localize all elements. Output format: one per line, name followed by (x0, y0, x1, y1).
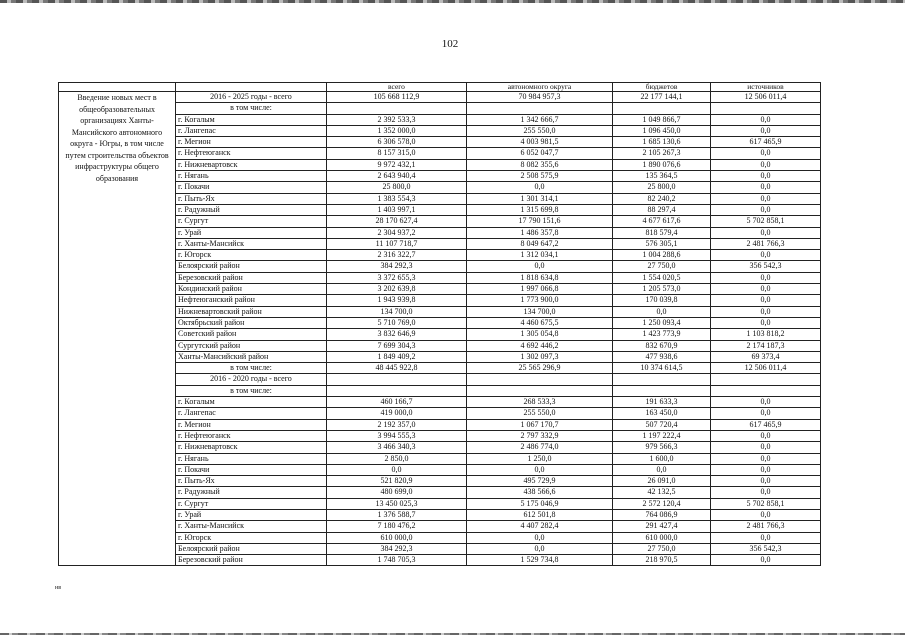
value-okrug: 0,0 (467, 543, 613, 554)
value-total: 480 699,0 (327, 487, 467, 498)
table-row (59, 238, 821, 249)
table-row (59, 272, 821, 283)
row-label: 2016 - 2025 годы - всего (176, 92, 327, 103)
table-row (59, 397, 821, 408)
measure-description: Введение новых мест в общеобразовательных организациях Ханты-Мансийского автономного округа - Югры, в том числе путем строительства объектов инфраструктуры общего образования (59, 92, 176, 194)
row-label: г. Покачи (176, 182, 327, 193)
table-row (59, 284, 821, 295)
measure-description-cont (59, 340, 176, 351)
measure-description-cont (59, 250, 176, 261)
value-okrug: 134 700,0 (467, 306, 613, 317)
value-budget: 88 297,4 (613, 204, 711, 215)
row-label: Кондинский район (176, 284, 327, 295)
value-total: 2 192 357,0 (327, 419, 467, 430)
value-okrug (467, 103, 613, 114)
row-label: г. Нижневартовск (176, 442, 327, 453)
table-row (59, 543, 821, 554)
value-budget: 764 086,9 (613, 509, 711, 520)
row-label: г. Сургут (176, 498, 327, 509)
value-sources: 617 465,9 (711, 419, 821, 430)
measure-description-cont (59, 193, 176, 204)
value-budget: 1 600,0 (613, 453, 711, 464)
row-label: г. Мегион (176, 137, 327, 148)
value-total: 48 445 922,8 (327, 363, 467, 374)
header-empty-cell (176, 83, 327, 92)
value-okrug: 4 407 282,4 (467, 521, 613, 532)
value-sources: 0,0 (711, 306, 821, 317)
row-label: г. Лангепас (176, 408, 327, 419)
table-row (59, 363, 821, 374)
value-budget: 82 240,2 (613, 193, 711, 204)
value-sources (711, 103, 821, 114)
value-total: 7 180 476,2 (327, 521, 467, 532)
value-budget: 1 685 130,6 (613, 137, 711, 148)
table-row (59, 419, 821, 430)
value-okrug: 1 250,0 (467, 453, 613, 464)
value-sources: 12 506 011,4 (711, 92, 821, 103)
value-budget: 26 091,0 (613, 476, 711, 487)
row-label: г. Нягань (176, 453, 327, 464)
value-sources: 0,0 (711, 272, 821, 283)
table-row (59, 453, 821, 464)
value-sources: 0,0 (711, 430, 821, 441)
row-label: Сургутский район (176, 340, 327, 351)
value-sources: 0,0 (711, 193, 821, 204)
measure-description-cont (59, 419, 176, 430)
table-row (59, 216, 821, 227)
measure-description-cont (59, 555, 176, 566)
measure-description-cont (59, 543, 176, 554)
value-sources: 0,0 (711, 284, 821, 295)
value-sources: 0,0 (711, 148, 821, 159)
table-row (59, 408, 821, 419)
value-sources: 0,0 (711, 204, 821, 215)
value-sources: 0,0 (711, 476, 821, 487)
value-sources (711, 374, 821, 385)
row-label: г. Югорск (176, 532, 327, 543)
value-total: 2 850,0 (327, 453, 467, 464)
measure-description-cont (59, 509, 176, 520)
measure-description-cont (59, 227, 176, 238)
value-okrug: 1 301 314,1 (467, 193, 613, 204)
value-total: 3 832 646,9 (327, 329, 467, 340)
row-label: в том числе: (176, 103, 327, 114)
table-row (59, 532, 821, 543)
header-budget: бюджетов (613, 83, 711, 92)
value-okrug: 1 997 066,8 (467, 284, 613, 295)
value-okrug (467, 385, 613, 396)
table-row (59, 555, 821, 566)
value-budget: 2 105 267,3 (613, 148, 711, 159)
value-budget: 4 677 617,6 (613, 216, 711, 227)
scan-top-edge (0, 0, 905, 3)
value-okrug: 1 067 170,7 (467, 419, 613, 430)
value-budget: 27 750,0 (613, 261, 711, 272)
value-sources: 0,0 (711, 442, 821, 453)
row-label: в том числе: (176, 385, 327, 396)
table-row (59, 498, 821, 509)
value-okrug: 0,0 (467, 261, 613, 272)
header-okrug: автономного округа (467, 83, 613, 92)
value-sources: 2 481 766,3 (711, 238, 821, 249)
value-budget: 832 670,9 (613, 340, 711, 351)
value-budget (613, 385, 711, 396)
value-okrug: 1 312 034,1 (467, 250, 613, 261)
value-sources: 5 702 858,1 (711, 216, 821, 227)
value-budget: 477 938,6 (613, 351, 711, 362)
table-row (59, 430, 821, 441)
value-total: 1 383 554,3 (327, 193, 467, 204)
value-sources: 617 465,9 (711, 137, 821, 148)
value-sources: 0,0 (711, 397, 821, 408)
table-row (59, 306, 821, 317)
value-okrug: 17 790 151,6 (467, 216, 613, 227)
value-sources: 5 702 858,1 (711, 498, 821, 509)
value-total: 25 800,0 (327, 182, 467, 193)
row-label: г. Мегион (176, 419, 327, 430)
table-row (59, 476, 821, 487)
table-row (59, 204, 821, 215)
row-label: г. Сургут (176, 216, 327, 227)
value-okrug: 612 501,8 (467, 509, 613, 520)
measure-description-cont (59, 453, 176, 464)
value-total: 0,0 (327, 464, 467, 475)
value-okrug: 1 315 699,8 (467, 204, 613, 215)
value-total: 384 292,3 (327, 543, 467, 554)
value-okrug: 4 003 981,5 (467, 137, 613, 148)
value-sources: 0,0 (711, 487, 821, 498)
measure-description-cont (59, 385, 176, 396)
value-total: 1 943 939,8 (327, 295, 467, 306)
value-total: 7 699 304,3 (327, 340, 467, 351)
table-header-row (59, 83, 821, 92)
value-total (327, 103, 467, 114)
measure-description-cont (59, 261, 176, 272)
measure-description-cont (59, 521, 176, 532)
footer-mark: нв (55, 585, 62, 591)
value-budget: 1 423 773,9 (613, 329, 711, 340)
row-label: г. Пыть-Ях (176, 476, 327, 487)
table-row (59, 261, 821, 272)
row-label: г. Урай (176, 227, 327, 238)
value-okrug: 0,0 (467, 532, 613, 543)
table-row (59, 464, 821, 475)
value-budget: 0,0 (613, 464, 711, 475)
value-sources (711, 385, 821, 396)
value-budget: 507 720,4 (613, 419, 711, 430)
value-budget: 576 305,1 (613, 238, 711, 249)
value-okrug: 70 984 957,3 (467, 92, 613, 103)
value-okrug (467, 374, 613, 385)
measure-description-cont (59, 374, 176, 385)
row-label: г. Урай (176, 509, 327, 520)
page-number: 102 (441, 38, 459, 50)
table-row (59, 227, 821, 238)
measure-description-cont (59, 408, 176, 419)
value-sources: 2 174 187,3 (711, 340, 821, 351)
value-budget: 1 205 573,0 (613, 284, 711, 295)
value-budget (613, 103, 711, 114)
value-sources: 356 542,3 (711, 543, 821, 554)
row-label: г. Нижневартовск (176, 159, 327, 170)
value-sources: 0,0 (711, 227, 821, 238)
header-sources: источников (711, 83, 821, 92)
value-okrug: 0,0 (467, 464, 613, 475)
table-row (59, 442, 821, 453)
row-label: г. Нефтеюганск (176, 148, 327, 159)
measure-description-cont (59, 442, 176, 453)
value-budget (613, 374, 711, 385)
value-total: 3 994 555,3 (327, 430, 467, 441)
value-budget: 135 364,5 (613, 171, 711, 182)
value-okrug: 2 797 332,9 (467, 430, 613, 441)
row-label: г. Нягань (176, 171, 327, 182)
measure-description-cont (59, 498, 176, 509)
value-okrug: 1 818 634,8 (467, 272, 613, 283)
row-label: Советский район (176, 329, 327, 340)
value-total: 384 292,3 (327, 261, 467, 272)
row-label: г. Покачи (176, 464, 327, 475)
row-label: Ханты-Мансийский район (176, 351, 327, 362)
value-sources: 356 542,3 (711, 261, 821, 272)
row-label: г. Когалым (176, 397, 327, 408)
table-row (59, 385, 821, 396)
measure-description-cont (59, 204, 176, 215)
value-budget: 610 000,0 (613, 532, 711, 543)
row-label: Октябрьский район (176, 317, 327, 328)
value-total: 2 392 533,3 (327, 114, 467, 125)
value-sources: 2 481 766,3 (711, 521, 821, 532)
scan-bottom-edge (0, 633, 905, 635)
value-okrug: 495 729,9 (467, 476, 613, 487)
funding-table (58, 82, 821, 566)
value-okrug: 6 052 047,7 (467, 148, 613, 159)
row-label: г. Югорск (176, 250, 327, 261)
value-sources: 0,0 (711, 509, 821, 520)
value-sources: 0,0 (711, 171, 821, 182)
value-sources: 0,0 (711, 317, 821, 328)
value-budget: 170 039,8 (613, 295, 711, 306)
measure-description-cont (59, 284, 176, 295)
value-sources: 0,0 (711, 250, 821, 261)
value-budget: 818 579,4 (613, 227, 711, 238)
value-budget: 0,0 (613, 306, 711, 317)
table-row (59, 250, 821, 261)
value-total: 1 352 000,0 (327, 125, 467, 136)
value-sources: 69 373,4 (711, 351, 821, 362)
value-total: 13 450 025,3 (327, 498, 467, 509)
value-total: 2 643 940,4 (327, 171, 467, 182)
value-budget: 1 890 076,6 (613, 159, 711, 170)
measure-description-cont (59, 487, 176, 498)
value-budget: 25 800,0 (613, 182, 711, 193)
row-label: 2016 - 2020 годы - всего (176, 374, 327, 385)
table-row (59, 92, 821, 103)
row-label: г. Радужный (176, 487, 327, 498)
value-budget: 2 572 120,4 (613, 498, 711, 509)
value-total: 3 202 639,8 (327, 284, 467, 295)
measure-description-cont (59, 317, 176, 328)
value-okrug: 438 566,6 (467, 487, 613, 498)
value-budget: 218 970,5 (613, 555, 711, 566)
value-total: 3 466 340,3 (327, 442, 467, 453)
table-row (59, 329, 821, 340)
value-total: 5 710 769,0 (327, 317, 467, 328)
table-row (59, 193, 821, 204)
table-row (59, 317, 821, 328)
value-budget: 1 096 450,0 (613, 125, 711, 136)
value-total: 3 372 655,3 (327, 272, 467, 283)
measure-description-cont (59, 238, 176, 249)
table-row (59, 521, 821, 532)
row-label: Березовский район (176, 555, 327, 566)
row-label: в том числе: (176, 363, 327, 374)
value-budget: 1 004 288,6 (613, 250, 711, 261)
value-total: 1 403 997,1 (327, 204, 467, 215)
measure-description-cont (59, 329, 176, 340)
value-okrug: 8 082 355,6 (467, 159, 613, 170)
value-total: 419 000,0 (327, 408, 467, 419)
value-budget: 1 049 866,7 (613, 114, 711, 125)
value-total: 610 000,0 (327, 532, 467, 543)
value-sources: 0,0 (711, 182, 821, 193)
value-okrug: 1 486 357,8 (467, 227, 613, 238)
value-budget: 1 197 222,4 (613, 430, 711, 441)
measure-description-cont (59, 272, 176, 283)
value-okrug: 255 550,0 (467, 408, 613, 419)
row-label: Белоярский район (176, 543, 327, 554)
table-row (59, 295, 821, 306)
row-label: г. Ханты-Мансийск (176, 521, 327, 532)
row-label: г. Нефтеюганск (176, 430, 327, 441)
measure-description-cont (59, 295, 176, 306)
measure-description-cont (59, 397, 176, 408)
value-sources: 0,0 (711, 295, 821, 306)
value-sources: 0,0 (711, 453, 821, 464)
value-sources: 0,0 (711, 408, 821, 419)
value-okrug: 4 460 675,5 (467, 317, 613, 328)
value-sources: 12 506 011,4 (711, 363, 821, 374)
value-okrug: 1 302 097,3 (467, 351, 613, 362)
table-row (59, 487, 821, 498)
value-total (327, 374, 467, 385)
value-okrug: 1 529 734,8 (467, 555, 613, 566)
value-budget: 979 566,3 (613, 442, 711, 453)
value-okrug: 8 049 647,2 (467, 238, 613, 249)
value-okrug: 1 305 054,8 (467, 329, 613, 340)
value-okrug: 2 508 575,9 (467, 171, 613, 182)
value-budget: 22 177 144,1 (613, 92, 711, 103)
value-total: 11 107 718,7 (327, 238, 467, 249)
value-okrug: 1 773 900,0 (467, 295, 613, 306)
value-budget: 191 633,3 (613, 397, 711, 408)
row-label: г. Лангепас (176, 125, 327, 136)
value-total: 9 972 432,1 (327, 159, 467, 170)
value-budget: 1 554 020,5 (613, 272, 711, 283)
value-budget: 1 250 093,4 (613, 317, 711, 328)
value-total: 8 157 315,0 (327, 148, 467, 159)
row-label: г. Ханты-Мансийск (176, 238, 327, 249)
value-budget: 163 450,0 (613, 408, 711, 419)
measure-description-cont (59, 306, 176, 317)
measure-description-cont (59, 351, 176, 362)
header-total: всего (327, 83, 467, 92)
value-total: 2 304 937,2 (327, 227, 467, 238)
value-total: 1 376 588,7 (327, 509, 467, 520)
value-okrug: 0,0 (467, 182, 613, 193)
value-total: 2 316 322,7 (327, 250, 467, 261)
value-total: 1 748 705,3 (327, 555, 467, 566)
measure-description-cont (59, 430, 176, 441)
value-okrug: 25 565 296,9 (467, 363, 613, 374)
value-total: 521 820,9 (327, 476, 467, 487)
row-label: г. Радужный (176, 204, 327, 215)
row-label: Нижневартовский район (176, 306, 327, 317)
value-okrug: 268 533,3 (467, 397, 613, 408)
table-row (59, 340, 821, 351)
row-label: г. Пыть-Ях (176, 193, 327, 204)
value-okrug: 4 692 446,2 (467, 340, 613, 351)
measure-description-cont (59, 476, 176, 487)
measure-description-cont (59, 363, 176, 374)
value-okrug: 255 550,0 (467, 125, 613, 136)
value-budget: 42 132,5 (613, 487, 711, 498)
table-row (59, 351, 821, 362)
value-total: 134 700,0 (327, 306, 467, 317)
value-budget: 10 374 614,5 (613, 363, 711, 374)
row-label: Белоярский район (176, 261, 327, 272)
measure-description-cont (59, 216, 176, 227)
value-sources: 0,0 (711, 532, 821, 543)
value-total: 105 668 112,9 (327, 92, 467, 103)
value-budget: 27 750,0 (613, 543, 711, 554)
value-okrug: 5 175 046,9 (467, 498, 613, 509)
value-total: 28 170 627,4 (327, 216, 467, 227)
value-total: 460 166,7 (327, 397, 467, 408)
value-sources: 1 103 818,2 (711, 329, 821, 340)
value-total: 6 306 578,0 (327, 137, 467, 148)
value-sources: 0,0 (711, 114, 821, 125)
row-label: Березовский район (176, 272, 327, 283)
row-label: г. Когалым (176, 114, 327, 125)
row-label: Нефтеюганский район (176, 295, 327, 306)
measure-description-cont (59, 532, 176, 543)
table-row (59, 509, 821, 520)
value-total (327, 385, 467, 396)
value-sources: 0,0 (711, 159, 821, 170)
header-empty-cell (59, 83, 176, 92)
value-sources: 0,0 (711, 125, 821, 136)
value-budget: 291 427,4 (613, 521, 711, 532)
value-total: 1 849 409,2 (327, 351, 467, 362)
value-okrug: 1 342 666,7 (467, 114, 613, 125)
value-sources: 0,0 (711, 555, 821, 566)
measure-description-cont (59, 464, 176, 475)
value-sources: 0,0 (711, 464, 821, 475)
value-okrug: 2 486 774,0 (467, 442, 613, 453)
table-row (59, 374, 821, 385)
